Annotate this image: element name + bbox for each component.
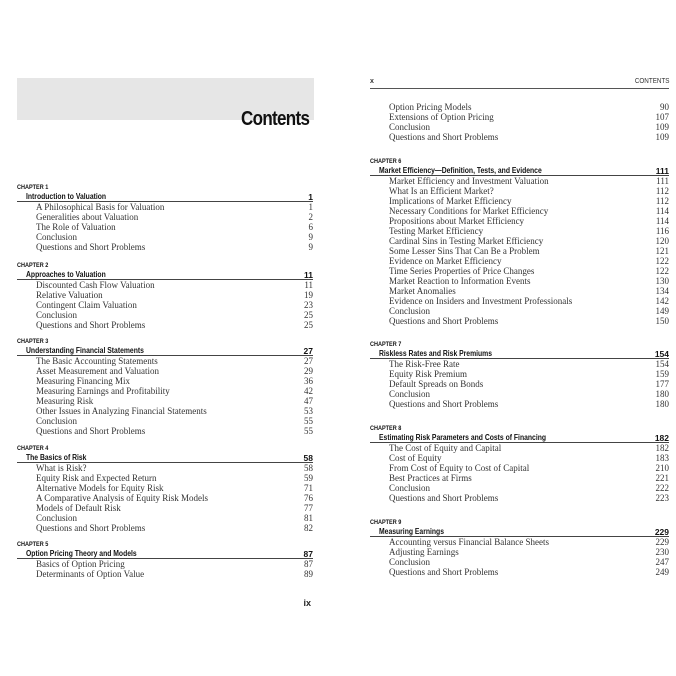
- toc-entry[interactable]: [17, 523, 313, 533]
- toc-entry-label: A Comparative Analysis of Equity Risk Models: [36, 493, 208, 503]
- continued-entries: [370, 102, 669, 142]
- toc-entry[interactable]: [370, 547, 669, 557]
- chapter-title-page-number: 1: [308, 192, 313, 202]
- toc-entry-label: Measuring Risk: [36, 396, 94, 406]
- toc-entry-page-number: 149: [655, 306, 669, 316]
- toc-entry-label: Evidence on Insiders and Investment Professionals: [389, 296, 573, 306]
- toc-entry[interactable]: [370, 453, 669, 463]
- toc-entry[interactable]: [370, 369, 669, 379]
- chapter-title[interactable]: [370, 527, 669, 537]
- toc-entry-page-number: 122: [655, 256, 669, 266]
- toc-entry-page-number: 120: [655, 236, 669, 246]
- toc-entry[interactable]: [370, 306, 669, 316]
- toc-entry[interactable]: [17, 569, 313, 579]
- toc-entry[interactable]: [17, 202, 313, 212]
- toc-entry-label: Generalities about Valuation: [36, 212, 139, 222]
- toc-entry-label: Questions and Short Problems: [389, 399, 499, 409]
- toc-entry-label: Questions and Short Problems: [389, 132, 499, 142]
- toc-entry[interactable]: [17, 310, 313, 320]
- toc-entry-label: Measuring Earnings and Profitability: [36, 386, 170, 396]
- toc-entry[interactable]: [370, 567, 669, 577]
- chapter-label: CHAPTER 7: [370, 341, 402, 348]
- toc-entry[interactable]: [17, 242, 313, 252]
- toc-entry-label: Questions and Short Problems: [36, 523, 146, 533]
- toc-entry-page-number: 114: [655, 206, 669, 216]
- toc-entry-label: The Role of Valuation: [36, 222, 116, 232]
- toc-entry-page-number: 130: [655, 276, 669, 286]
- toc-entry-label: What is Risk?: [36, 463, 87, 473]
- toc-entry[interactable]: [17, 559, 313, 569]
- toc-entry-label: Discounted Cash Flow Valuation: [36, 280, 155, 290]
- chapter-label: CHAPTER 1: [17, 184, 49, 191]
- toc-entry-label: Market Anomalies: [389, 286, 456, 296]
- toc-entry[interactable]: [370, 176, 669, 186]
- chapter-title[interactable]: [17, 192, 313, 202]
- toc-entry-page-number: 59: [304, 473, 313, 483]
- toc-entry[interactable]: [370, 389, 669, 399]
- toc-entry-label: Models of Default Risk: [36, 503, 121, 513]
- toc-entry-page-number: 222: [655, 483, 669, 493]
- toc-entry-page-number: 23: [304, 300, 313, 310]
- toc-entry-page-number: 116: [655, 226, 669, 236]
- chapter-title[interactable]: [370, 433, 669, 443]
- toc-entry[interactable]: [370, 236, 669, 246]
- chapter-title-label: Introduction to Valuation: [26, 192, 107, 201]
- chapter-title-label: Measuring Earnings: [379, 527, 444, 536]
- toc-entry-page-number: 1: [308, 202, 313, 212]
- page-title: Contents: [240, 108, 309, 130]
- toc-entry-label: Questions and Short Problems: [389, 567, 499, 577]
- chapter-label: CHAPTER 2: [17, 262, 49, 269]
- chapter-title[interactable]: [370, 349, 669, 359]
- chapter-title-page-number: 182: [654, 433, 669, 443]
- toc-entry[interactable]: [370, 112, 669, 122]
- toc-entry[interactable]: [370, 206, 669, 216]
- toc-entry-page-number: 42: [304, 386, 313, 396]
- toc-entry-page-number: 229: [655, 537, 669, 547]
- toc-entry[interactable]: [370, 379, 669, 389]
- toc-entry-label: Questions and Short Problems: [36, 242, 146, 252]
- chapter-block: [17, 337, 313, 436]
- toc-entry[interactable]: [17, 483, 313, 493]
- toc-entry[interactable]: [370, 463, 669, 473]
- chapter-title-page-number: 154: [654, 349, 669, 359]
- toc-entry-label: Conclusion: [389, 483, 431, 493]
- toc-entry[interactable]: [17, 300, 313, 310]
- chapter-block: [17, 183, 313, 252]
- toc-entry[interactable]: [370, 443, 669, 453]
- toc-entry-page-number: 223: [655, 493, 669, 503]
- toc-entry[interactable]: [370, 296, 669, 306]
- chapter-title-page-number: 229: [654, 527, 669, 537]
- toc-entry-page-number: 90: [660, 102, 669, 112]
- toc-entry[interactable]: [370, 102, 669, 112]
- toc-entry[interactable]: [17, 212, 313, 222]
- toc-entry[interactable]: [17, 493, 313, 503]
- toc-entry-page-number: 19: [304, 290, 313, 300]
- toc-entry-page-number: 180: [655, 399, 669, 409]
- toc-entry[interactable]: [370, 266, 669, 276]
- chapter-title-label: Approaches to Valuation: [26, 270, 106, 279]
- chapter-block: [17, 540, 313, 579]
- toc-entry-page-number: 53: [304, 406, 313, 416]
- chapter-title-page-number: 111: [655, 166, 669, 176]
- toc-entry-label: Default Spreads on Bonds: [389, 379, 484, 389]
- toc-entry[interactable]: [370, 226, 669, 236]
- toc-entry-label: Accounting versus Financial Balance Sheets: [389, 537, 549, 547]
- toc-entry-label: Contingent Claim Valuation: [36, 300, 137, 310]
- toc-entry-page-number: 25: [304, 320, 313, 330]
- toc-entry-page-number: 112: [655, 186, 669, 196]
- toc-entry-label: Relative Valuation: [36, 290, 103, 300]
- toc-entry-label: Adjusting Earnings: [389, 547, 459, 557]
- toc-entry-page-number: 249: [655, 567, 669, 577]
- page-number: ix: [303, 598, 311, 608]
- toc-entry-page-number: 247: [655, 557, 669, 567]
- toc-entry-label: Conclusion: [389, 557, 431, 567]
- toc-entry-label: Questions and Short Problems: [36, 320, 146, 330]
- toc-entry-label: Option Pricing Models: [389, 102, 472, 112]
- toc-entry-label: Market Efficiency and Investment Valuation: [389, 176, 549, 186]
- running-header: [370, 78, 669, 89]
- toc-entry-page-number: 55: [304, 416, 313, 426]
- toc-entry-page-number: 25: [304, 310, 313, 320]
- chapter-title[interactable]: [17, 453, 313, 463]
- chapter-title-page-number: 58: [303, 453, 313, 463]
- toc-entry[interactable]: [370, 399, 669, 409]
- toc-entry-page-number: 221: [655, 473, 669, 483]
- toc-entry-label: The Cost of Equity and Capital: [389, 443, 502, 453]
- toc-entry-label: Time Series Properties of Price Changes: [389, 266, 535, 276]
- toc-entry-label: Testing Market Efficiency: [389, 226, 484, 236]
- chapter-label: CHAPTER 8: [370, 425, 402, 432]
- left-page: [17, 0, 313, 676]
- toc-entry[interactable]: [370, 132, 669, 142]
- toc-entry[interactable]: [17, 513, 313, 523]
- toc-entry-page-number: 134: [655, 286, 669, 296]
- toc-entry-page-number: 82: [304, 523, 313, 533]
- toc-entry[interactable]: [17, 463, 313, 473]
- chapter-label: CHAPTER 4: [17, 445, 49, 452]
- toc-entry-page-number: 58: [304, 463, 313, 473]
- toc-entry[interactable]: [17, 416, 313, 426]
- toc-entry-label: Equity Risk Premium: [389, 369, 468, 379]
- chapter-title[interactable]: [370, 166, 669, 176]
- toc-entry-page-number: 6: [308, 222, 313, 232]
- toc-entry[interactable]: [17, 406, 313, 416]
- chapter-title-page-number: 87: [303, 549, 313, 559]
- toc-entry-label: Determinants of Option Value: [36, 569, 145, 579]
- toc-entry[interactable]: [370, 316, 669, 326]
- toc-entry[interactable]: [17, 366, 313, 376]
- toc-entry[interactable]: [17, 376, 313, 386]
- toc-entry-label: Questions and Short Problems: [36, 426, 146, 436]
- toc-entry-page-number: 47: [304, 396, 313, 406]
- chapter-title-label: The Basics of Risk: [26, 453, 87, 462]
- chapter-label: CHAPTER 3: [17, 338, 49, 345]
- toc-entry-page-number: 2: [308, 212, 313, 222]
- toc-entry-page-number: 107: [655, 112, 669, 122]
- toc-entry-page-number: 81: [304, 513, 313, 523]
- chapter-label: CHAPTER 6: [370, 158, 402, 165]
- chapter-title[interactable]: [17, 346, 313, 356]
- toc-entry-label: Conclusion: [389, 389, 431, 399]
- toc-entry[interactable]: [370, 359, 669, 369]
- toc-entry-label: Alternative Models for Equity Risk: [36, 483, 164, 493]
- chapter-block: [370, 518, 669, 577]
- toc-entry-page-number: 11: [304, 280, 313, 290]
- chapter-title[interactable]: [17, 270, 313, 280]
- chapter-title[interactable]: [17, 549, 313, 559]
- toc-entry-label: Implications of Market Efficiency: [389, 196, 512, 206]
- toc-entry-label: Extensions of Option Pricing: [389, 112, 494, 122]
- running-head-title: CONTENTS: [634, 78, 669, 85]
- toc-entry-label: Measuring Financing Mix: [36, 376, 130, 386]
- chapter-block: [17, 444, 313, 533]
- toc-entry-page-number: 182: [655, 443, 669, 453]
- toc-entry-page-number: 183: [655, 453, 669, 463]
- toc-entry[interactable]: [17, 280, 313, 290]
- toc-entry-label: Cardinal Sins in Testing Market Efficiency: [389, 236, 544, 246]
- toc-entry-label: Necessary Conditions for Market Efficiency: [389, 206, 549, 216]
- toc-entry[interactable]: [370, 186, 669, 196]
- toc-entry-page-number: 121: [655, 246, 669, 256]
- toc-entry[interactable]: [17, 503, 313, 513]
- toc-entry-label: Other Issues in Analyzing Financial Statements: [36, 406, 207, 416]
- toc-entry[interactable]: [370, 286, 669, 296]
- toc-entry-page-number: 77: [304, 503, 313, 513]
- toc-entry-label: Cost of Equity: [389, 453, 442, 463]
- toc-entry-page-number: 210: [655, 463, 669, 473]
- toc-entry[interactable]: [17, 222, 313, 232]
- toc-entry-label: Conclusion: [36, 232, 78, 242]
- toc-entry[interactable]: [17, 290, 313, 300]
- page-number: x: [370, 78, 374, 85]
- toc-entry-page-number: 230: [655, 547, 669, 557]
- toc-entry-label: Best Practices at Firms: [389, 473, 472, 483]
- toc-entry-label: Questions and Short Problems: [389, 493, 499, 503]
- toc-entry-label: A Philosophical Basis for Valuation: [36, 202, 165, 212]
- chapter-title-label: Market Efficiency—Definition, Tests, and Evidence: [379, 166, 542, 175]
- toc-entry-page-number: 154: [655, 359, 669, 369]
- toc-entry-label: Conclusion: [389, 306, 431, 316]
- toc-entry-label: Conclusion: [36, 416, 78, 426]
- toc-entry-page-number: 159: [655, 369, 669, 379]
- toc-entry[interactable]: [17, 232, 313, 242]
- toc-entry[interactable]: [17, 320, 313, 330]
- toc-entry-page-number: 9: [308, 242, 313, 252]
- chapter-title-page-number: 11: [304, 270, 313, 280]
- toc-entry-label: Questions and Short Problems: [389, 316, 499, 326]
- toc-entry[interactable]: [370, 122, 669, 132]
- toc-entry-page-number: 109: [655, 132, 669, 142]
- chapter-title-label: Estimating Risk Parameters and Costs of Financing: [379, 433, 547, 442]
- toc-entry[interactable]: [370, 473, 669, 483]
- toc-entry[interactable]: [370, 537, 669, 547]
- toc-entry-page-number: 36: [304, 376, 313, 386]
- toc-entry-page-number: 71: [304, 483, 313, 493]
- toc-entry-label: Conclusion: [36, 513, 78, 523]
- chapter-block: [370, 157, 669, 326]
- toc-entry[interactable]: [17, 396, 313, 406]
- chapter-title-label: Option Pricing Theory and Models: [26, 549, 137, 558]
- chapter-block: [17, 261, 313, 330]
- toc-entry-page-number: 27: [304, 356, 313, 366]
- toc-entry[interactable]: [17, 356, 313, 366]
- toc-entry[interactable]: [370, 246, 669, 256]
- chapter-block: [370, 340, 669, 409]
- toc-entry-label: Conclusion: [389, 122, 431, 132]
- chapter-label: CHAPTER 9: [370, 519, 402, 526]
- toc-entry-label: Asset Measurement and Valuation: [36, 366, 160, 376]
- toc-entry-label: The Risk-Free Rate: [389, 359, 460, 369]
- toc-entry-page-number: 112: [655, 196, 669, 206]
- toc-entry[interactable]: [370, 196, 669, 206]
- toc-entry[interactable]: [370, 276, 669, 286]
- toc-entry[interactable]: [370, 557, 669, 567]
- toc-entry-page-number: 180: [655, 389, 669, 399]
- toc-entry[interactable]: [17, 426, 313, 436]
- toc-entry-label: Equity Risk and Expected Return: [36, 473, 157, 483]
- toc-entry[interactable]: [370, 256, 669, 266]
- chapter-block: [370, 424, 669, 503]
- toc-entry-label: The Basic Accounting Statements: [36, 356, 158, 366]
- toc-entry[interactable]: [370, 493, 669, 503]
- toc-entry-page-number: 87: [304, 559, 313, 569]
- toc-entry-page-number: 114: [655, 216, 669, 226]
- chapter-title-page-number: 27: [303, 346, 313, 356]
- toc-entry-page-number: 177: [655, 379, 669, 389]
- toc-entry-label: Some Lesser Sins That Can Be a Problem: [389, 246, 540, 256]
- toc-entry-page-number: 109: [655, 122, 669, 132]
- toc-entry-label: Basics of Option Pricing: [36, 559, 125, 569]
- toc-entry-page-number: 122: [655, 266, 669, 276]
- toc-entry-page-number: 76: [304, 493, 313, 503]
- toc-entry[interactable]: [370, 216, 669, 226]
- toc-entry-label: Propositions about Market Efficiency: [389, 216, 525, 226]
- toc-entry-label: Market Reaction to Information Events: [389, 276, 531, 286]
- toc-entry[interactable]: [370, 483, 669, 493]
- toc-entry-page-number: 150: [655, 316, 669, 326]
- toc-entry[interactable]: [17, 386, 313, 396]
- right-page: [370, 0, 669, 676]
- toc-entry-label: Evidence on Market Efficiency: [389, 256, 502, 266]
- toc-entry-page-number: 55: [304, 426, 313, 436]
- toc-entry-label: What Is an Efficient Market?: [389, 186, 494, 196]
- chapter-title-label: Riskless Rates and Risk Premiums: [379, 349, 493, 358]
- toc-entry-page-number: 29: [304, 366, 313, 376]
- toc-entry-label: From Cost of Equity to Cost of Capital: [389, 463, 530, 473]
- toc-entry-page-number: 111: [656, 176, 669, 186]
- toc-entry-label: Conclusion: [36, 310, 78, 320]
- chapter-label: CHAPTER 5: [17, 541, 49, 548]
- toc-entry-page-number: 142: [655, 296, 669, 306]
- toc-entry[interactable]: [17, 473, 313, 483]
- toc-entry-page-number: 9: [308, 232, 313, 242]
- toc-entry-page-number: 89: [304, 569, 313, 579]
- chapter-title-label: Understanding Financial Statements: [26, 346, 144, 355]
